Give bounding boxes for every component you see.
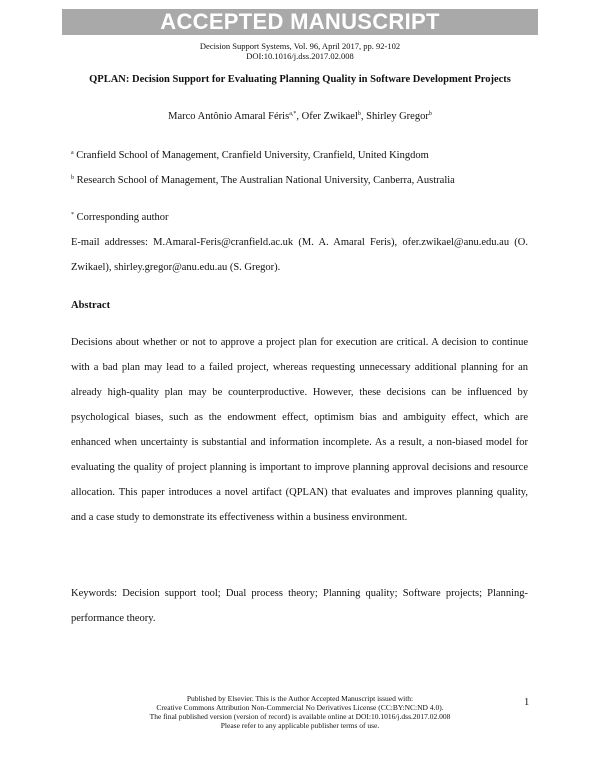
author-name: Marco Antônio Amaral Féris: [168, 111, 290, 122]
journal-doi: DOI:10.1016/j.dss.2017.02.008: [246, 51, 354, 61]
page-number: 1: [524, 697, 530, 708]
author-separator: ,: [360, 111, 367, 122]
email-addresses: E-mail addresses: M.Amaral-Feris@cranfield.ac.uk (M. A. Amaral Feris), ofer.zwikael@anu.edu.au (O. Zwikael), shirley.gregor@anu.edu.au (S. Gregor).: [71, 237, 528, 273]
author-affiliation-mark: b: [357, 111, 361, 117]
footer-line: The final published version (version of record) is available online at DOI:10.1016/j.dss.2017.02.008: [149, 712, 451, 721]
paper-title: QPLAN: Decision Support for Evaluating Planning Quality in Software Development Projects: [89, 74, 511, 85]
author-separator: ,: [296, 111, 302, 122]
affiliation-text: Cranfield School of Management, Cranfield University, Cranfield, United Kingdom: [76, 150, 429, 161]
footer-line: Please refer to any applicable publisher terms of use.: [220, 721, 380, 730]
affiliation-mark: b: [71, 175, 74, 181]
abstract-text: Decisions about whether or not to approve a project plan for execution are critical. A decision to continue with a bad plan may lead to a failed project, whereas requesting unnecessary additional planning for an already high-quality plan may be counterproductive. However, these decisions can be influenced by psychological biases, such as the endowment effect, optimism bias and ambiguity effect, which are enhanced when uncertainty is substantial and information incomplete. As a result, a non-biased model for evaluating the quality of project planning is important to improve planning approval decisions and resource allocation. This paper introduces a novel artifact (QPLAN) that evaluates and improves planning quality, and a case study to demonstrate its effectiveness within a business environment.: [71, 337, 528, 523]
affiliation-a: [71, 149, 429, 162]
affiliation-mark: a: [71, 150, 74, 156]
journal-citation: Decision Support Systems, Vol. 96, April 2017, pp. 92-102: [199, 41, 401, 51]
keywords: Keywords: Decision support tool; Dual process theory; Planning quality; Software projects; Planning-performance theory.: [71, 588, 528, 624]
corresponding-author: [71, 211, 169, 224]
accepted-manuscript-banner: ACCEPTED MANUSCRIPT: [62, 9, 538, 35]
license-footer: [100, 694, 500, 730]
affiliation-text: Research School of Management, The Australian National University, Canberra, Australia: [76, 175, 455, 186]
corresponding-text: Corresponding author: [76, 212, 169, 223]
author-affiliation-mark: b: [428, 111, 432, 117]
corresponding-mark: *: [71, 212, 74, 218]
footer-line: Creative Commons Attribution Non-Commercial No Derivatives License (CC:BY:NC:ND 4.0).: [156, 703, 444, 712]
author-list: [40, 110, 560, 123]
abstract-heading: Abstract: [71, 300, 111, 311]
author-name: Ofer Zwikael: [301, 111, 358, 122]
author-name: Shirley Gregor: [366, 111, 429, 122]
affiliation-b: [71, 174, 455, 187]
author-affiliation-mark: a,*: [289, 111, 297, 117]
footer-line: Published by Elsevier. This is the Author Accepted Manuscript issued with:: [186, 694, 414, 703]
